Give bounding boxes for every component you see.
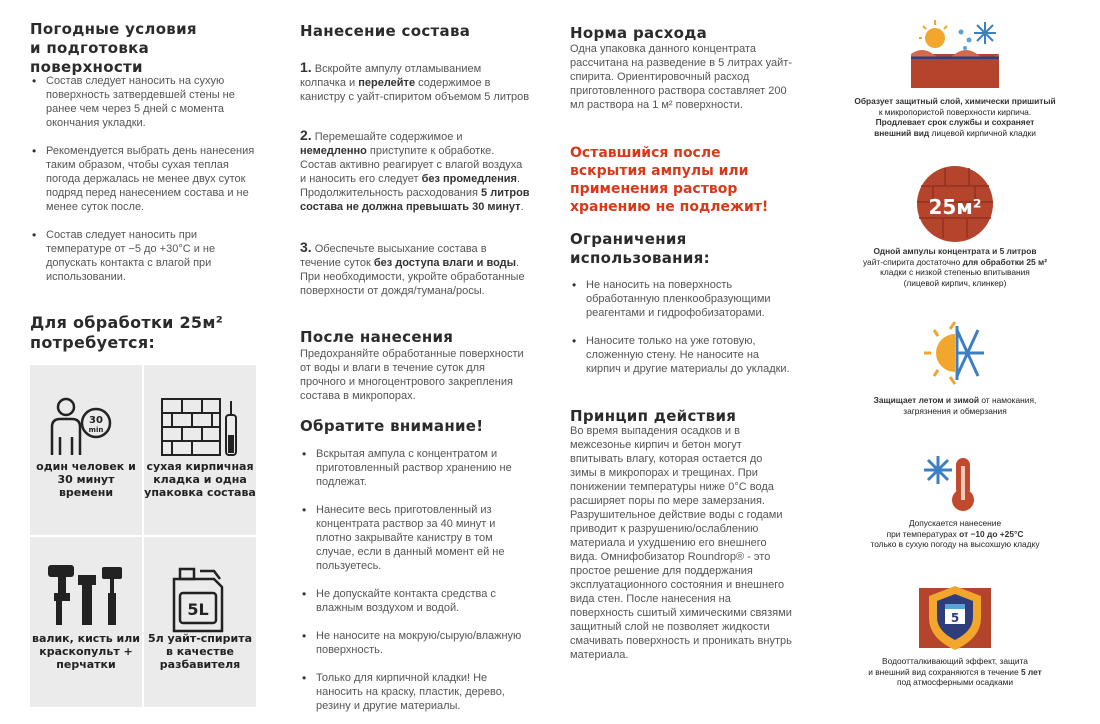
caption-bold: Одной ампулы концентрата и 5 литров [873,246,1037,256]
cell-tools [30,537,142,707]
step-text: Перемешайте содержимое и [314,131,463,143]
principle-text: Во время выпадения осадков и в межсезонье кирпич и бетон могут впитывать влагу, которая остается до зимы в микропорах и трещинах. При понижении температуры ниже 0°С вода расширяет поры по мере замерзания. Разрушительное действие воды с годами приводит к разрушению/ослаблению материала и ухудшению его внешнего вида. Омнифобизатор Roundrop® - это простое решение для поддержания эксплуатационного состояния и внешнего вида стен. После нанесения на поверхность сшитый химическими связями защитный слой не позволяет жидкости смачивать поверхность и проникать внутрь материала. [570,425,792,661]
list-item: • Нанесите весь приготовленный из концентрата раствор за 40 минут и плотно закрывайте канистру в том случае, если в данный момент ей не пользуетесь. [300,503,532,573]
limits-title-line1: Ограничения [570,230,687,248]
canister-icon [144,557,256,637]
step-text: Вскройте ампулу отламыванием колпачка и [300,63,482,89]
limits-title-line2: использования: [570,249,710,267]
limits-bullets [570,278,792,387]
list-item: • Только для кирпичной кладки! Не наносить на краску, пластик, дерево, резину и другие материалы. [300,671,532,713]
step-text: . [520,201,524,213]
weather-title-line2: и подготовка поверхности [30,39,150,76]
step-number: 1. [300,59,312,75]
caption-text: лицевой кирпичной кладки [929,127,1036,138]
norm-text: Одна упаковка данного концентрата рассчитана на разведение в 5 литрах уайт-спирита. Ориентировочный расход приготовленного раствора составляет 200 мл раствора на 1 м² поверхности. [570,43,793,111]
step-text: Обеспечьте высыхание состава в течение суток [300,243,487,269]
step-text: содержимое в канистру с уайт-спиритом объемом 5 литров [300,77,530,103]
sun-snow-brick-icon [907,18,1003,90]
person-clock-icon [30,385,142,465]
caption-text: под атмосферными осадками [896,677,1014,687]
cell-solvent [144,537,256,707]
limits-title [570,230,710,268]
cell-caption: 5л уайт-спирита в качестве разбавителя [148,632,252,671]
step-bold: перелейте [358,77,416,89]
cell-caption: валик, кисть или краскопульт + перчатки [32,632,140,671]
step-text: приступите к обработке. Состав активно реагирует с влагой воздуха и наносить его следует [300,145,523,185]
benefit-caption-3 [835,395,1075,416]
cell-time [30,365,142,535]
caption-bold: 5 лет [1020,666,1042,677]
brick-circle-25m2-icon [915,164,995,244]
step-2 [300,128,530,214]
list-item: • Не наносить на поверхность обработанную пленкообразующими реагентами и гидрофобизаторами. [570,278,792,320]
cell-caption: один человек и 30 минут времени [36,460,136,499]
step-bold: без доступа влаги и воды [373,257,517,269]
area-label: 25м² [928,195,982,219]
caption-text: от намокания, [979,395,1037,405]
norm-title: Норма расхода [570,24,708,42]
list-item: • Наносите только на уже готовую, сложенную стену. Не наносите на кирпич и другие материалы до укладки. [570,334,792,376]
benefit-caption-5 [835,656,1075,688]
caption-bold: внешний вид [874,127,930,138]
caption-bold: Защищает летом и зимой [873,395,979,405]
caption-text: и внешний вид сохраняются в течение [868,666,1021,677]
step-1 [300,60,530,104]
thermometer-snowflake-icon [920,452,990,514]
brick-wall-ampoule-icon [144,385,256,465]
column-benefits [835,0,1075,715]
clock-number: 30 [89,415,103,426]
attention-bullets [300,447,532,724]
list-item: • Не наносите на мокрую/сырую/влажную поверхность. [300,629,532,657]
weather-bullets [30,74,255,295]
step-number: 2. [300,127,312,143]
weather-title-line1: Погодные условия [30,20,197,38]
caption-bold: для обработки 25 м² [962,256,1048,267]
shield-calendar-icon [915,582,995,654]
list-item: • Состав следует наносить при температуре от −5 до +30°С и не допускать контакта с влагой при использовании. [30,228,255,284]
roller-brush-spray-gun-icon [30,557,142,637]
clock-unit: min [88,426,104,434]
list-item: • Не допускайте контакта средства с влажным воздухом и водой. [300,587,532,615]
cell-caption: сухая кирпичная кладка и одна упаковка состава [144,460,256,499]
caption-text: (лицевой кирпич, клинкер) [903,277,1007,288]
list-item: • Вскрытая ампула с концентратом и приготовленный раствор хранению не подлежат. [300,447,532,489]
after-title: После нанесения [300,328,454,346]
caption-text: при температурах [886,528,960,539]
list-item: • Состав следует наносить на сухую поверхность затвердевшей стены не ранее чем через 5 дней с момента окончания укладки. [30,74,255,130]
storage-warning: Оставшийся после вскрытия ампулы или применения раствор хранению не подлежит! [570,145,769,215]
caption-bold: Продлевает срок службы и сохраняет [875,117,1035,127]
benefit-caption-1 [835,96,1075,138]
sun-snowflake-icon [920,320,990,386]
list-item: • Рекомендуется выбрать день нанесения таким образом, чтобы сухая теплая погода держалась не менее двух суток подряд перед нанесением состава и не менее суток после. [30,144,255,214]
caption-text: кладки с низкой степенью впитывания [880,267,1030,277]
step-bold: немедленно [300,145,367,157]
needs-title-line1: Для обработки 25м² [30,313,224,332]
step-text: . При необходимости, укройте обработанные поверхности от дождя/тумана/росы. [300,257,525,297]
needs-title [30,313,223,353]
step-bold: 5 литров состава не должна превышать 30 минут [300,187,530,213]
weather-title [30,20,265,77]
caption-text: загрязнения и обмерзания [903,405,1007,416]
canister-label: 5L [187,600,209,619]
step-bold: без промедления [421,173,517,185]
needs-title-line2: потребуется: [30,333,156,352]
attention-title: Обратите внимание! [300,417,484,435]
cell-wall [144,365,256,535]
after-text: Предохраняйте обработанные поверхности от воды и влаги в течение суток для прочного и многоцентрового закрепления состава в микропорах. [300,348,524,402]
caption-bold: Образует защитный слой, химически пришитый [854,96,1056,106]
caption-bold: от −10 до +25°С [959,528,1024,539]
caption-text: Допускается нанесение [908,518,1002,528]
benefit-caption-4 [835,518,1075,550]
step-text: . Продолжительность расходования [300,173,521,199]
caption-text: только в сухую погоду на высохшую кладку [870,539,1040,549]
requirements-grid [30,365,256,707]
caption-text: к микропористой поверхности кирпича. [878,106,1032,117]
application-title: Нанесение состава [300,22,471,40]
years-label: 5 [950,611,960,625]
principle-title: Принцип действия [570,407,737,425]
caption-text: Водоотталкивающий эффект, защита [882,656,1028,666]
step-3 [300,240,530,298]
caption-text: уайт-спирита достаточно [862,256,963,267]
step-number: 3. [300,239,312,255]
benefit-caption-2 [835,246,1075,288]
